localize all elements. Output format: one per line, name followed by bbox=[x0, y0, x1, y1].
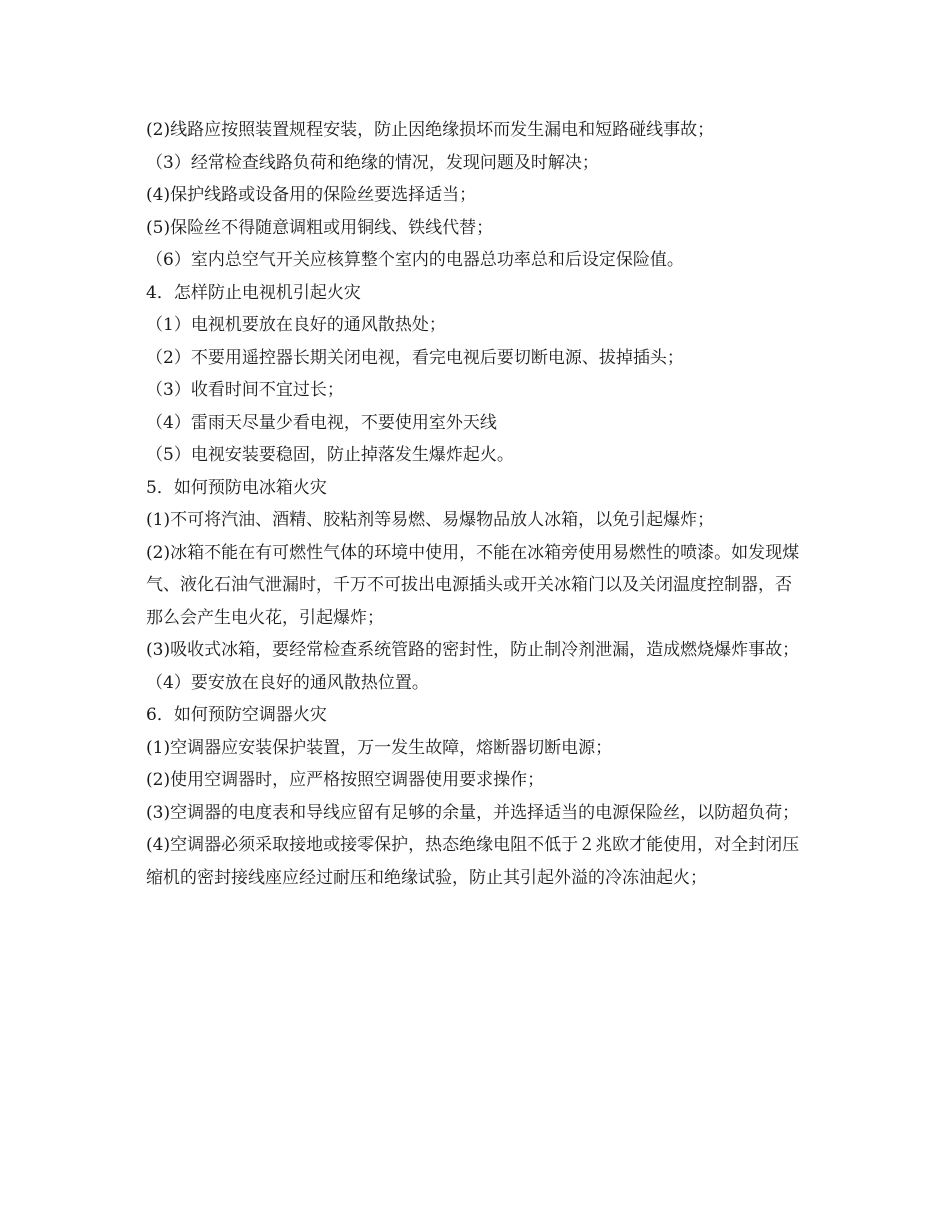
paragraph-ac-protection: (1)空调器应安装保护装置，万一发生故障，熔断器切断电源； bbox=[146, 737, 613, 758]
paragraph-fridge-flammables: (1)不可将汽油、酒精、胶粘剂等易燃、易爆物品放人冰箱，以免引起爆炸； bbox=[146, 510, 715, 530]
paragraph-fuse-replace: (5)保险丝不得随意调粗或用铜线、铁线代替； bbox=[146, 217, 494, 238]
paragraph-fridge-gas: (2)冰箱不能在有可燃性气体的环境中使用，不能在冰箱旁使用易燃性的喷漆。如发现煤气、液化石油气泄漏时，千万不可拔出电源插头或开关冰箱门以及关闭温度控制器，否那么会产生电火花，引起爆炸； bbox=[146, 542, 800, 628]
paragraph-fridge-absorption: (3)吸收式冰箱，要经常检查系统管路的密封性，防止制冷剂泄漏，造成燃烧爆炸事故； bbox=[146, 640, 800, 660]
paragraph-tv-remote: （2）不要用遥控器长期关闭电视，看完电视后要切断电源、拔掉插头； bbox=[146, 347, 684, 368]
paragraph-breaker-setting: （6）室内总空气开关应核算整个室内的电器总功率总和后设定保险值。 bbox=[146, 250, 684, 270]
section-heading-fridge: 5．如何预防电冰箱火灾 bbox=[146, 477, 327, 498]
paragraph-fridge-placement: （4）要安放在良好的通风散热位置。 bbox=[146, 672, 429, 693]
paragraph-check-load: （3）经常检查线路负荷和绝缘的情况，发现问题及时解决； bbox=[146, 152, 599, 173]
document-body bbox=[146, 114, 808, 894]
paragraph-wiring-install: (2)线路应按照装置规程安装，防止因绝缘损坏而发生漏电和短路碰线事故； bbox=[146, 120, 715, 140]
paragraph-tv-duration: （3）收看时间不宜过长； bbox=[146, 380, 344, 400]
paragraph-tv-thunderstorm: （4）雷雨天尽量少看电视，不要使用室外天线 bbox=[146, 412, 497, 433]
paragraph-fuse-select: (4)保护线路或设备用的保险丝要选择适当； bbox=[146, 185, 477, 205]
paragraph-tv-ventilation: （1）电视机要放在良好的通风散热处； bbox=[146, 315, 446, 335]
section-heading-ac: 6．如何预防空调器火灾 bbox=[146, 705, 327, 725]
paragraph-ac-operation: (2)使用空调器时，应严格按照空调器使用要求操作； bbox=[146, 770, 545, 790]
paragraph-ac-grounding: (4)空调器必须采取接地或接零保护，热态绝缘电阻不低于２兆欧才能使用，对全封闭压缩机的密封接线座应经过耐压和绝缘试验，防止其引起外溢的冷冻油起火； bbox=[146, 835, 800, 888]
section-heading-tv: 4．怎样防止电视机引起火灾 bbox=[146, 282, 361, 303]
paragraph-ac-meter: (3)空调器的电度表和导线应留有足够的余量，并选择适当的电源保险丝，以防超负荷； bbox=[146, 802, 800, 823]
paragraph-tv-mounting: （5）电视安装要稳固，防止掉落发生爆炸起火。 bbox=[146, 445, 514, 465]
